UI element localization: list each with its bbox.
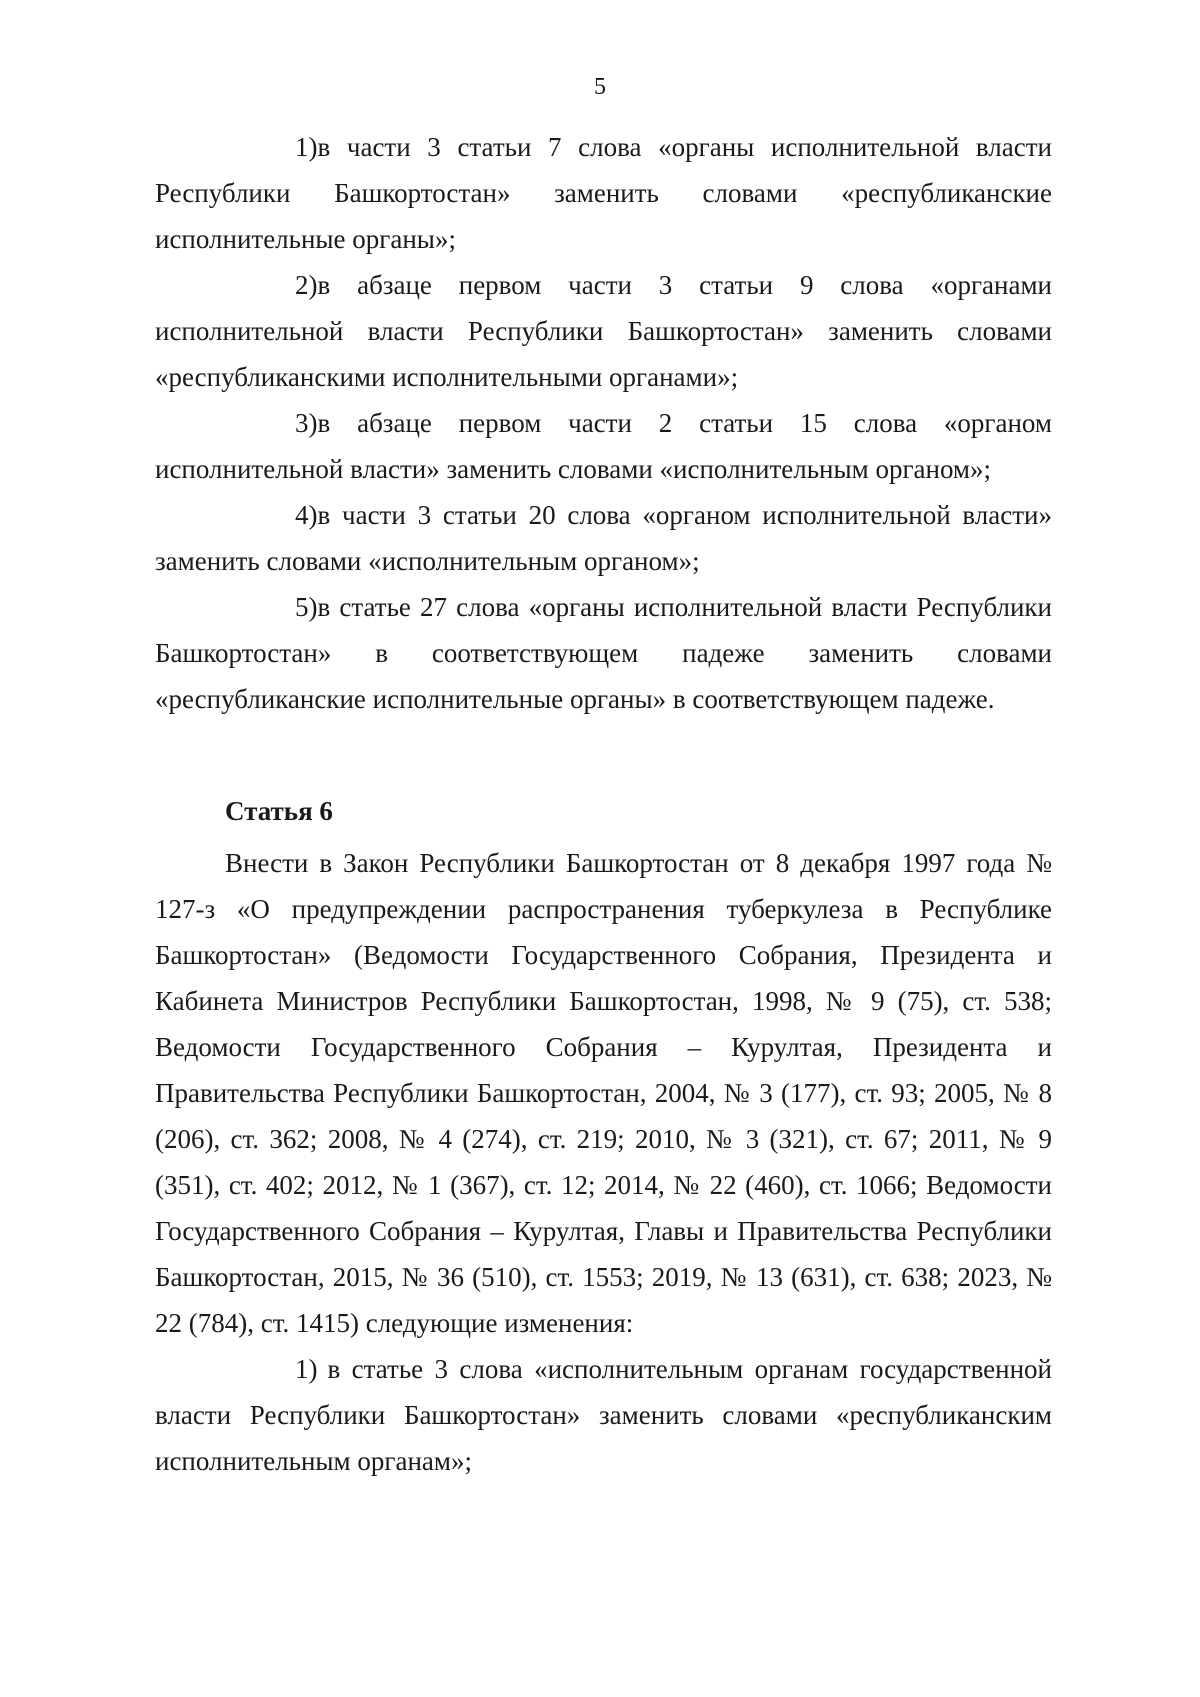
document-body [155, 124, 1052, 1484]
list-item-number: 1) [295, 1354, 318, 1384]
list-item-text: в части 3 статьи 20 слова «органом исполнительной власти» заменить словами «исполнительным органом»; [155, 500, 1052, 576]
section-intro-paragraph: Внести в Закон Республики Башкортостан от 8 декабря 1997 года № 127-з «О предупреждении распространения туберкулеза в Республике Башкортостан» (Ведомости Государственного Собрания, Президента и Кабинета Министров Республики Башкортостан, 1998, № 9 (75), ст. 538; Ведомости Государственного Собрания – Курултая, Президента и Правительства Республики Башкортостан, 2004, № 3 (177), ст. 93; 2005, № 8 (206), ст. 362; 2008, № 4 (274), ст. 219; 2010, № 3 (321), ст. 67; 2011, № 9 (351), ст. 402; 2012, № 1 (367), ст. 12; 2014, № 22 (460), ст. 1066; Ведомости Государственного Собрания – Курултая, Главы и Правительства Республики Башкортостан, 2015, № 36 (510), ст. 1553; 2019, № 13 (631), ст. 638; 2023, № 22 (784), ст. 1415) следующие изменения: [155, 848, 1052, 1338]
amendment-list-1 [155, 124, 1052, 722]
list-item [155, 492, 1052, 584]
section-heading: Статья 6 [225, 796, 333, 826]
list-item-text: в статье 27 слова «органы исполнительной власти Республики Башкортостан» в соответствующем падеже заменить словами «республиканские исполнительные органы» в соответствующем падеже. [155, 592, 1052, 714]
list-item [155, 124, 1052, 262]
list-item-number: 4) [295, 500, 318, 530]
list-item-number: 5) [295, 592, 318, 622]
list-item [155, 262, 1052, 400]
list-item-text: в абзаце первом части 2 статьи 15 слова «органом исполнительной власти» заменить словами «исполнительным органом»; [155, 408, 1052, 484]
list-item-text: в статье 3 слова «исполнительным органам государственной власти Республики Башкортостан» заменить словами «республиканским исполнительным органам»; [155, 1354, 1052, 1476]
page-number: 5 [594, 74, 606, 100]
list-item-text: в абзаце первом части 3 статьи 9 слова «органами исполнительной власти Республики Башкортостан» заменить словами «республиканскими исполнительными органами»; [155, 270, 1052, 392]
list-item-number: 1) [295, 132, 318, 162]
list-item-text: в части 3 статьи 7 слова «органы исполнительной власти Республики Башкортостан» заменить словами «республиканские исполнительные органы»; [155, 132, 1052, 254]
list-item [155, 400, 1052, 492]
list-item-number: 2) [295, 270, 318, 300]
list-item [155, 1346, 1052, 1484]
list-item [155, 584, 1052, 722]
list-item-number: 3) [295, 408, 318, 438]
amendment-list-2 [155, 1346, 1052, 1484]
